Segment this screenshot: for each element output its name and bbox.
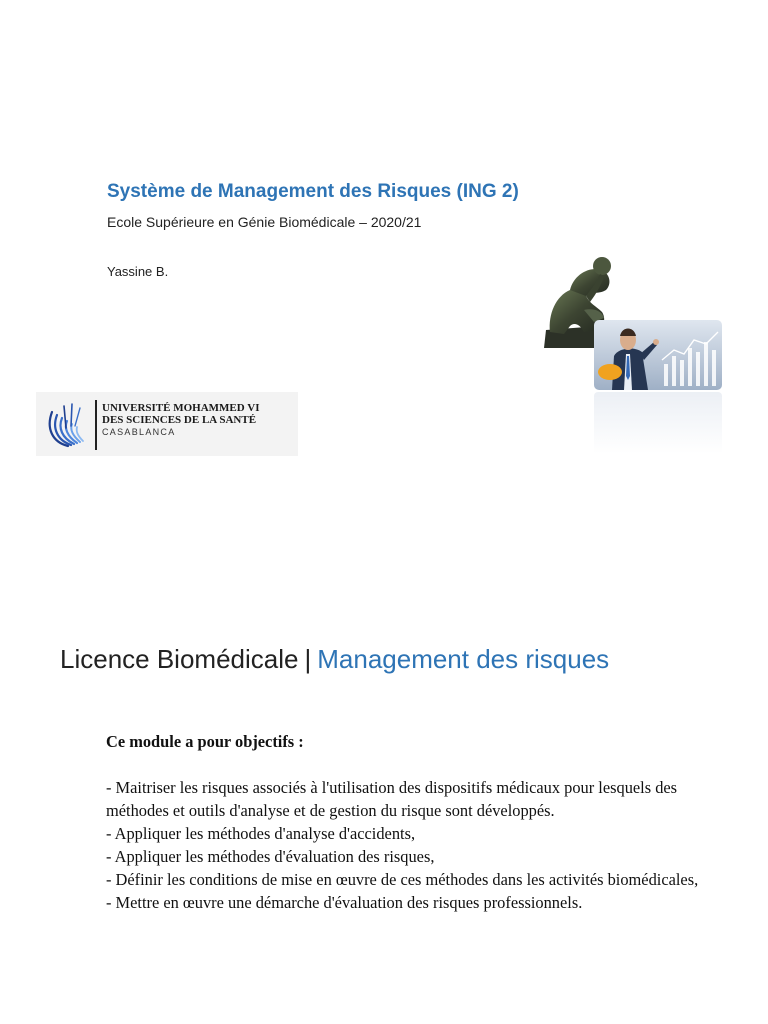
objective-item: - Maitriser les risques associés à l'utilisation des dispositifs médicaux pour lesquels des méthodes et outils d'analyse et de gestion du risque sont développés.	[106, 778, 678, 820]
businessman-chart-image	[594, 320, 722, 390]
objectives-lead: Ce module a pour objectifs :	[106, 732, 304, 751]
logo-divider	[95, 400, 97, 450]
university-logo	[36, 392, 298, 456]
heading-accent: Management des risques	[317, 644, 610, 674]
section-heading	[60, 644, 609, 675]
university-emblem-icon	[42, 398, 94, 450]
logo-line-1: UNIVERSITÉ MOHAMMED VI	[102, 402, 260, 414]
course-title: Système de Management des Risques (ING 2)	[107, 181, 519, 202]
objectives-body	[106, 730, 706, 914]
objective-item: - Appliquer les méthodes d'évaluation des risques,	[106, 847, 435, 866]
objective-item: - Mettre en œuvre une démarche d'évaluation des risques professionnels.	[106, 893, 583, 912]
heading-separator: |	[304, 644, 312, 674]
heading-main: Licence Biomédicale	[60, 644, 299, 674]
title-slide	[0, 0, 768, 470]
logo-line-2: DES SCIENCES DE LA SANTÉ	[102, 414, 257, 426]
image-reflection	[594, 392, 722, 454]
objective-item: - Appliquer les méthodes d'analyse d'accidents,	[106, 824, 416, 843]
author-name: Yassine B.	[107, 264, 169, 279]
logo-line-3: CASABLANCA	[102, 427, 176, 437]
objective-item: - Définir les conditions de mise en œuvre de ces méthodes dans les activités biomédicales,	[106, 870, 699, 889]
school-subtitle: Ecole Supérieure en Génie Biomédicale – 2020/21	[107, 214, 422, 230]
logo-wordmark	[102, 402, 259, 438]
